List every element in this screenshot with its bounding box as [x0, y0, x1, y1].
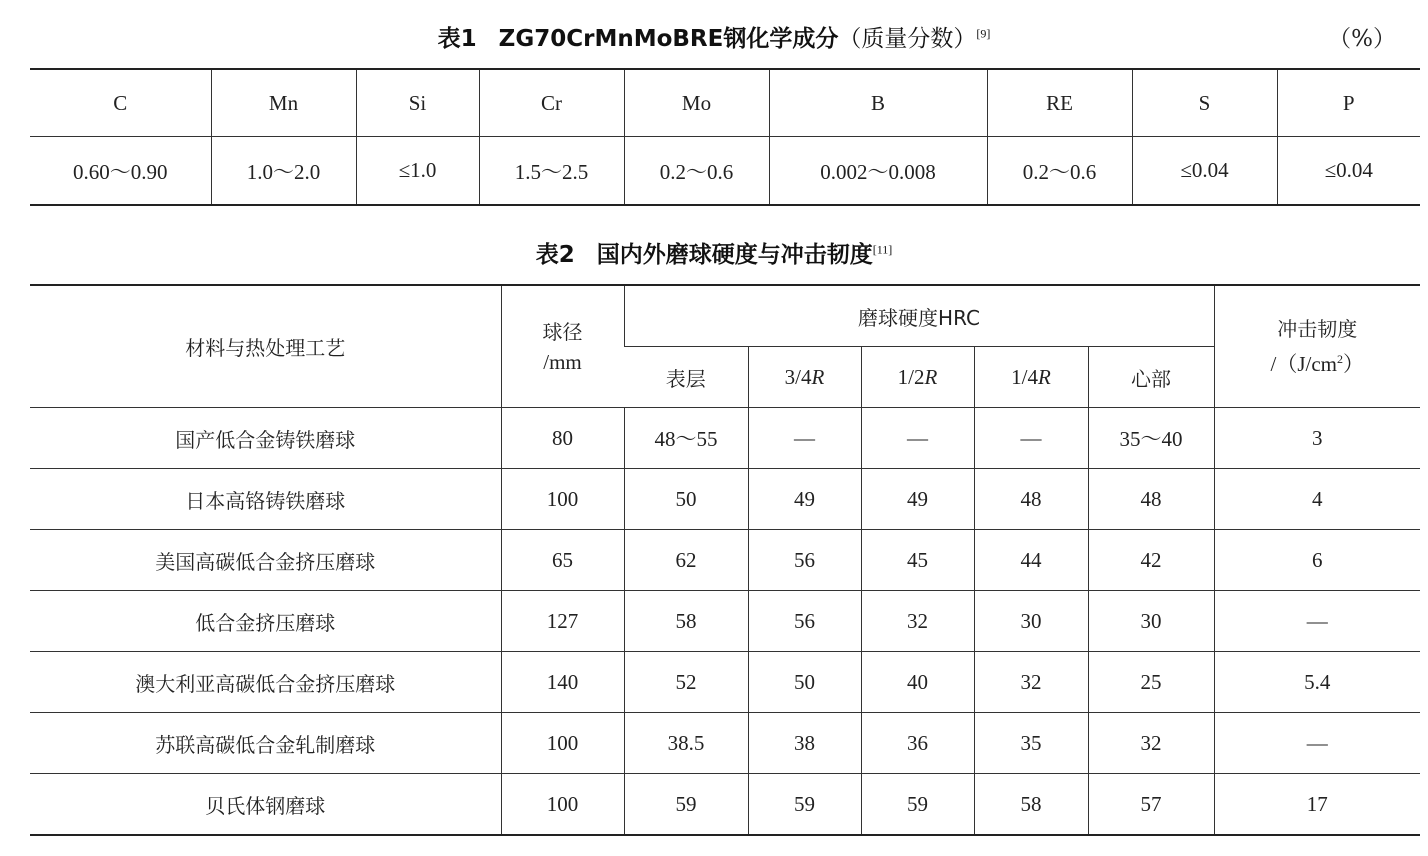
cell-surface: 62	[624, 530, 748, 591]
cell-r14: 30	[974, 591, 1088, 652]
cell-surface: 50	[624, 469, 748, 530]
cell-material: 苏联高碳低合金轧制磨球	[30, 713, 501, 774]
table1	[30, 68, 1420, 206]
header-diameter-line1: 球径	[542, 319, 583, 344]
cell-r34: 49	[748, 469, 861, 530]
table2-label: 表2	[535, 242, 575, 268]
cell-diameter: 80	[501, 408, 624, 469]
table1-caption	[0, 20, 1428, 53]
table-row	[30, 530, 1420, 591]
table1-header-cell: RE	[987, 69, 1132, 137]
cell-material: 美国高碳低合金挤压磨球	[30, 530, 501, 591]
header-material: 材料与热处理工艺	[30, 285, 501, 408]
header-diameter	[501, 285, 624, 408]
table1-header-cell: B	[769, 69, 987, 137]
header-impact-line2	[1215, 344, 1421, 379]
cell-r34: —	[748, 408, 861, 469]
cell-r34: 56	[748, 530, 861, 591]
header-impact	[1214, 285, 1420, 408]
cell-material: 澳大利亚高碳低合金挤压磨球	[30, 652, 501, 713]
subheader-surface: 表层	[624, 347, 748, 408]
cell-r14: 48	[974, 469, 1088, 530]
radius-symbol: R	[924, 364, 938, 389]
table1-unit: （%）	[1328, 26, 1396, 52]
header-diameter-line2: /mm	[543, 349, 582, 374]
cell-r12: 59	[861, 774, 974, 836]
cell-r14: —	[974, 408, 1088, 469]
table2-ref: [11]	[872, 242, 893, 257]
table1-value-cell: 1.5～2.5	[479, 137, 624, 206]
cell-r14: 58	[974, 774, 1088, 836]
cell-r12: 40	[861, 652, 974, 713]
table-row	[30, 713, 1420, 774]
subheader-r12	[861, 347, 974, 408]
cell-r34: 50	[748, 652, 861, 713]
table1-value-cell: ≤0.04	[1277, 137, 1420, 206]
cell-impact: 17	[1214, 774, 1420, 836]
table2-title: 国内外磨球硬度与冲击韧度	[596, 242, 873, 268]
header-hardness-label: 磨球硬度HRC	[858, 305, 980, 330]
table-row	[30, 591, 1420, 652]
cell-r12: —	[861, 408, 974, 469]
table1-header-cell: Mo	[624, 69, 769, 137]
subheader-r14-label: 1/4R	[1011, 364, 1051, 389]
cell-r14: 44	[974, 530, 1088, 591]
cell-material: 贝氏体钢磨球	[205, 793, 326, 818]
cell-impact: —	[1214, 591, 1420, 652]
table1-title: ZG70CrMnMoBRE钢化学成分	[498, 26, 839, 52]
header-hardness	[624, 285, 1214, 347]
cell-r12: 32	[861, 591, 974, 652]
table1-value-cell: 0.002～0.008	[769, 137, 987, 206]
cell-diameter: 127	[501, 591, 624, 652]
cell-r34: 56	[748, 591, 861, 652]
subheader-r34	[748, 347, 861, 408]
table1-value-cell: 0.2～0.6	[987, 137, 1132, 206]
cell-material: 国产低合金铸铁磨球	[30, 408, 501, 469]
table2	[30, 284, 1420, 836]
cell-impact: 5.4	[1214, 652, 1420, 713]
table1-ref: [9]	[976, 26, 991, 41]
cell-core: 42	[1088, 530, 1214, 591]
table1-value-cell: ≤0.04	[1132, 137, 1277, 206]
table1-header-cell: C	[30, 69, 211, 137]
cell-diameter: 140	[501, 652, 624, 713]
table2-header-row	[30, 285, 1420, 347]
subheader-core: 心部	[1088, 347, 1214, 408]
cell-surface: 59	[624, 774, 748, 836]
table1-header-row	[30, 69, 1420, 137]
cell-surface: 52	[624, 652, 748, 713]
cell-r12: 36	[861, 713, 974, 774]
table1-paren: （质量分数）	[838, 26, 977, 52]
table1-label: 表1	[437, 26, 477, 52]
header-impact-line1: 冲击韧度	[1277, 317, 1358, 341]
table1-value-cell: ≤1.0	[356, 137, 479, 206]
table-row	[30, 469, 1420, 530]
table1-header-cell: Cr	[479, 69, 624, 137]
table-row	[30, 652, 1420, 713]
cell-material: 低合金挤压磨球	[30, 591, 501, 652]
table-row	[30, 408, 1420, 469]
cell-diameter: 100	[501, 774, 624, 836]
cell-diameter: 65	[501, 530, 624, 591]
table1-header-cell: Si	[356, 69, 479, 137]
cell-r14: 35	[974, 713, 1088, 774]
cell-diameter: 100	[501, 713, 624, 774]
table1-header-cell: P	[1277, 69, 1420, 137]
table1-value-cell: 0.2～0.6	[624, 137, 769, 206]
impact-unit-suffix: ）	[1343, 352, 1364, 376]
cell-material: 日本高铬铸铁磨球	[30, 469, 501, 530]
table-row	[30, 774, 1420, 836]
cell-impact: 6	[1214, 530, 1420, 591]
table1-value-row	[30, 137, 1420, 206]
cell-impact: 3	[1214, 408, 1420, 469]
cell-r34: 59	[748, 774, 861, 836]
cell-r34: 38	[748, 713, 861, 774]
cell-core: 35～40	[1088, 408, 1214, 469]
cell-r12: 49	[861, 469, 974, 530]
cell-surface: 38.5	[624, 713, 748, 774]
radius-symbol: R	[811, 364, 825, 389]
subheader-r12-label: 1/2R	[897, 364, 938, 389]
subheader-r14	[974, 347, 1088, 408]
table1-header-cell: S	[1132, 69, 1277, 137]
impact-unit-prefix: /（J/cm	[1270, 352, 1337, 376]
cell-core: 48	[1088, 469, 1214, 530]
cell-core: 25	[1088, 652, 1214, 713]
subheader-r34-label: 3/4R	[784, 364, 825, 389]
table1-value-cell: 0.60～0.90	[73, 159, 168, 184]
impact-unit-sup: 2	[1337, 352, 1343, 366]
cell-r14: 32	[974, 652, 1088, 713]
cell-core: 57	[1088, 774, 1214, 836]
cell-core: 32	[1088, 713, 1214, 774]
table1-value-cell: 1.0～2.0	[211, 137, 356, 206]
table1-header-cell: Mn	[211, 69, 356, 137]
cell-r12: 45	[861, 530, 974, 591]
radius-symbol: R	[1038, 364, 1051, 389]
cell-impact: 4	[1214, 469, 1420, 530]
table2-caption	[0, 236, 1428, 269]
cell-surface: 58	[624, 591, 748, 652]
cell-impact: —	[1214, 713, 1420, 774]
cell-surface: 48～55	[624, 408, 748, 469]
cell-core: 30	[1088, 591, 1214, 652]
cell-diameter: 100	[501, 469, 624, 530]
